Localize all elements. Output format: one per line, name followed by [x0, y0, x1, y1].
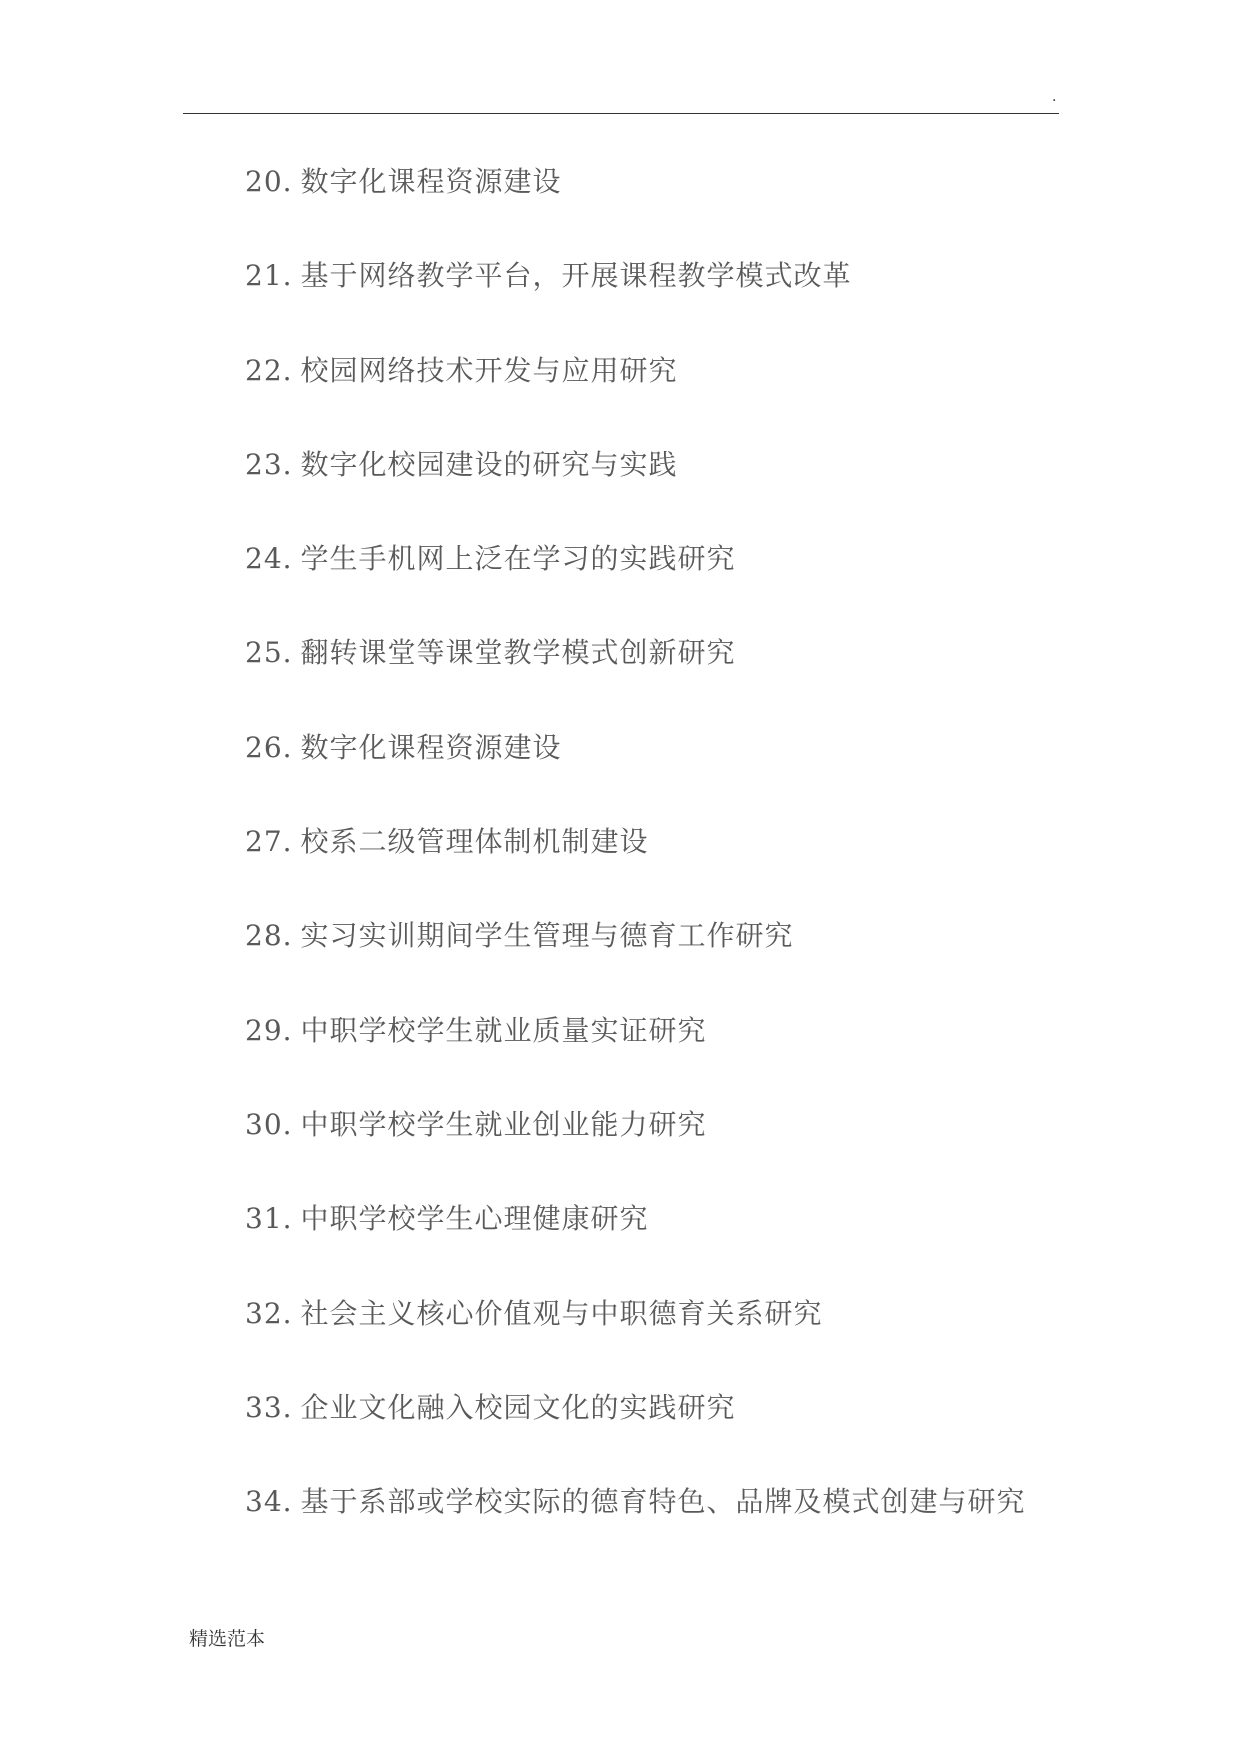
- list-item: [245, 537, 1145, 631]
- list-item: [245, 349, 1145, 443]
- list-item: [245, 726, 1145, 820]
- list-item: [245, 1009, 1145, 1103]
- item-text: 社会主义核心价值观与中职德育关系研究: [300, 1296, 823, 1330]
- item-text: 数字化校园建设的研究与实践: [300, 447, 678, 481]
- topic-list: [245, 160, 1145, 1574]
- item-number: 34.: [245, 1485, 293, 1519]
- item-number: 33.: [245, 1390, 293, 1424]
- list-item: [245, 1386, 1145, 1480]
- header-rule: [183, 113, 1059, 114]
- item-number: 21.: [245, 259, 293, 293]
- item-text: 实习实训期间学生管理与德育工作研究: [300, 919, 794, 953]
- item-number: 31.: [245, 1202, 293, 1236]
- item-number: 20.: [245, 165, 293, 198]
- item-text: 中职学校学生就业创业能力研究: [300, 1107, 707, 1141]
- item-number: 24.: [245, 542, 293, 576]
- list-item: [245, 254, 1145, 348]
- list-item: [245, 1197, 1145, 1291]
- list-item: [245, 160, 1145, 254]
- list-item: [245, 1103, 1145, 1197]
- item-text: 企业文化融入校园文化的实践研究: [300, 1390, 736, 1424]
- item-number: 29.: [245, 1013, 293, 1047]
- item-number: 25.: [245, 636, 293, 670]
- list-item: [245, 1292, 1145, 1386]
- item-number: 27.: [245, 825, 293, 859]
- list-item: [245, 631, 1145, 725]
- list-item: [245, 914, 1145, 1008]
- item-number: 22.: [245, 353, 293, 387]
- item-text: 数字化课程资源建设: [300, 165, 562, 198]
- item-text: 校园网络技术开发与应用研究: [300, 353, 678, 387]
- list-item: [245, 820, 1145, 914]
- item-text: 中职学校学生心理健康研究: [300, 1202, 649, 1236]
- item-text: 基于网络教学平台，开展课程教学模式改革: [300, 259, 852, 293]
- item-number: 28.: [245, 919, 293, 953]
- item-text: 基于系部或学校实际的德育特色、品牌及模式创建与研究: [300, 1485, 1026, 1519]
- item-number: 32.: [245, 1296, 293, 1330]
- footer-label: 精选范本: [189, 1628, 266, 1650]
- header-mark: .: [1052, 89, 1057, 105]
- item-text: 中职学校学生就业质量实证研究: [300, 1013, 707, 1047]
- item-number: 23.: [245, 447, 293, 481]
- item-text: 校系二级管理体制机制建设: [300, 825, 649, 859]
- item-number: 26.: [245, 730, 293, 764]
- item-text: 翻转课堂等课堂教学模式创新研究: [300, 636, 736, 670]
- item-text: 数字化课程资源建设: [300, 730, 562, 764]
- item-text: 学生手机网上泛在学习的实践研究: [300, 542, 736, 576]
- list-item: [245, 443, 1145, 537]
- list-item: [245, 1480, 1145, 1574]
- item-number: 30.: [245, 1107, 293, 1141]
